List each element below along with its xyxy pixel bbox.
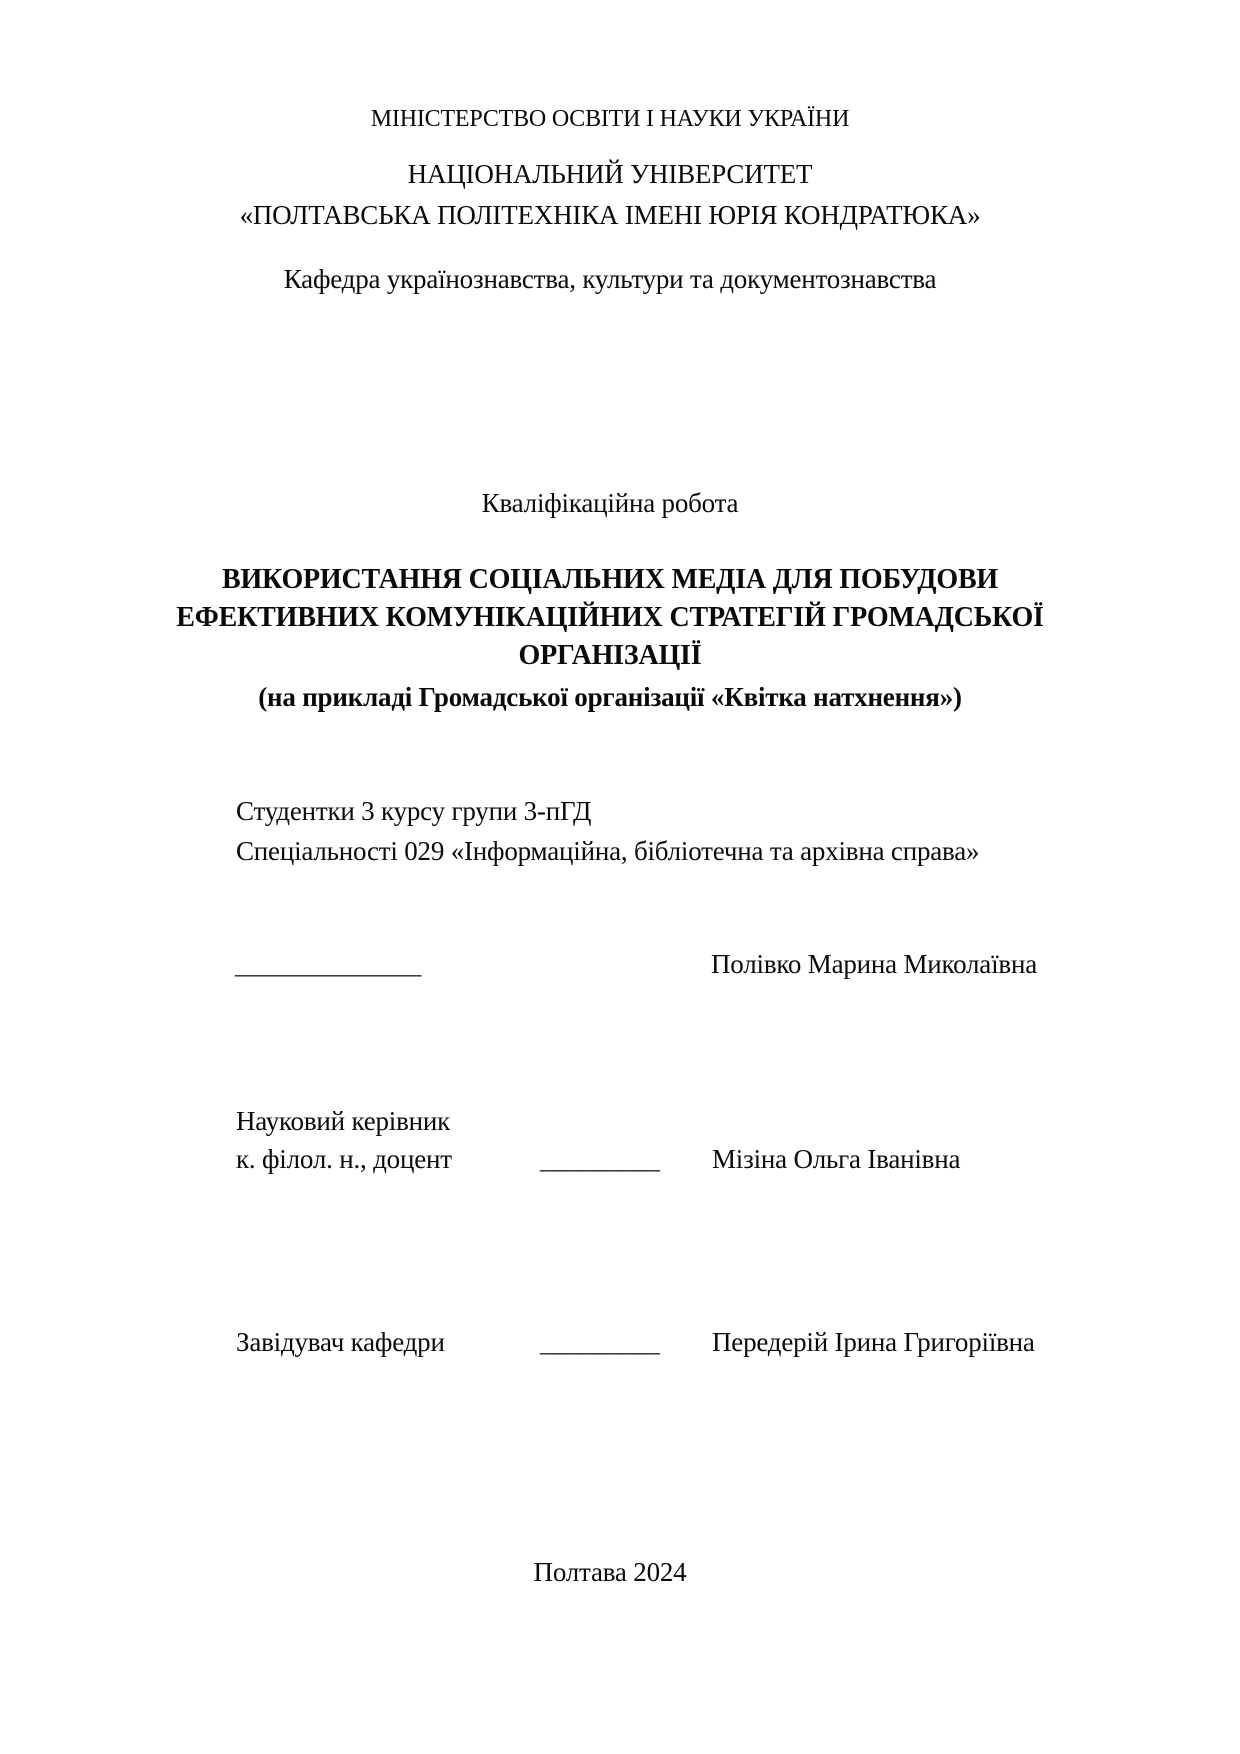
thesis-title (150, 561, 1070, 675)
student-signature-line: ______________ (235, 949, 422, 979)
university-name-line1: НАЦІОНАЛЬНИЙ УНІВЕРСИТЕТ (407, 159, 813, 189)
thesis-title-line2: ЕФЕКТИВНИХ КОМУНІКАЦІЙНИХ СТРАТЕГІЙ ГРОМАДСЬКОЇ (176, 602, 1044, 633)
thesis-title-line3: ОРГАНІЗАЦІЇ (518, 640, 702, 671)
supervisor-degree-label: к. філол. н., доцент (236, 1144, 452, 1174)
supervisor-role-label: Науковий керівник (236, 1106, 451, 1136)
supervisor-signature-line: _________ (540, 1144, 660, 1174)
university-name-line2: «ПОЛТАВСЬКА ПОЛІТЕХНІКА ІМЕНІ ЮРІЯ КОНДРАТЮКА» (239, 200, 981, 230)
thesis-title-line1: ВИКОРИСТАННЯ СОЦІАЛЬНИХ МЕДІА ДЛЯ ПОБУДОВИ (221, 564, 998, 595)
student-speciality-line: Спеціальності 029 «Інформаційна, бібліотечна та архівна справа» (236, 836, 980, 866)
supervisor-name: Мізіна Ольга Іванівна (712, 1144, 961, 1174)
department-head-role-label: Завідувач кафедри (236, 1327, 445, 1357)
student-name: Полівко Марина Миколаївна (711, 949, 1037, 979)
city-year-label: Полтава 2024 (533, 1557, 687, 1587)
department-head-signature-line: _________ (540, 1327, 660, 1357)
thesis-subtitle: (на прикладі Громадської організації «Квітка натхнення») (258, 682, 962, 712)
department-head-name: Передерій Ірина Григоріївна (712, 1327, 1035, 1357)
department-name: Кафедра українознавства, культури та документознавства (283, 264, 937, 294)
student-course-line: Студентки 3 курсу групи 3-пГД (236, 796, 592, 826)
ministry-heading: МІНІСТЕРСТВО ОСВІТИ І НАУКИ УКРАЇНИ (370, 106, 850, 132)
work-type-label: Кваліфікаційна робота (481, 488, 739, 518)
